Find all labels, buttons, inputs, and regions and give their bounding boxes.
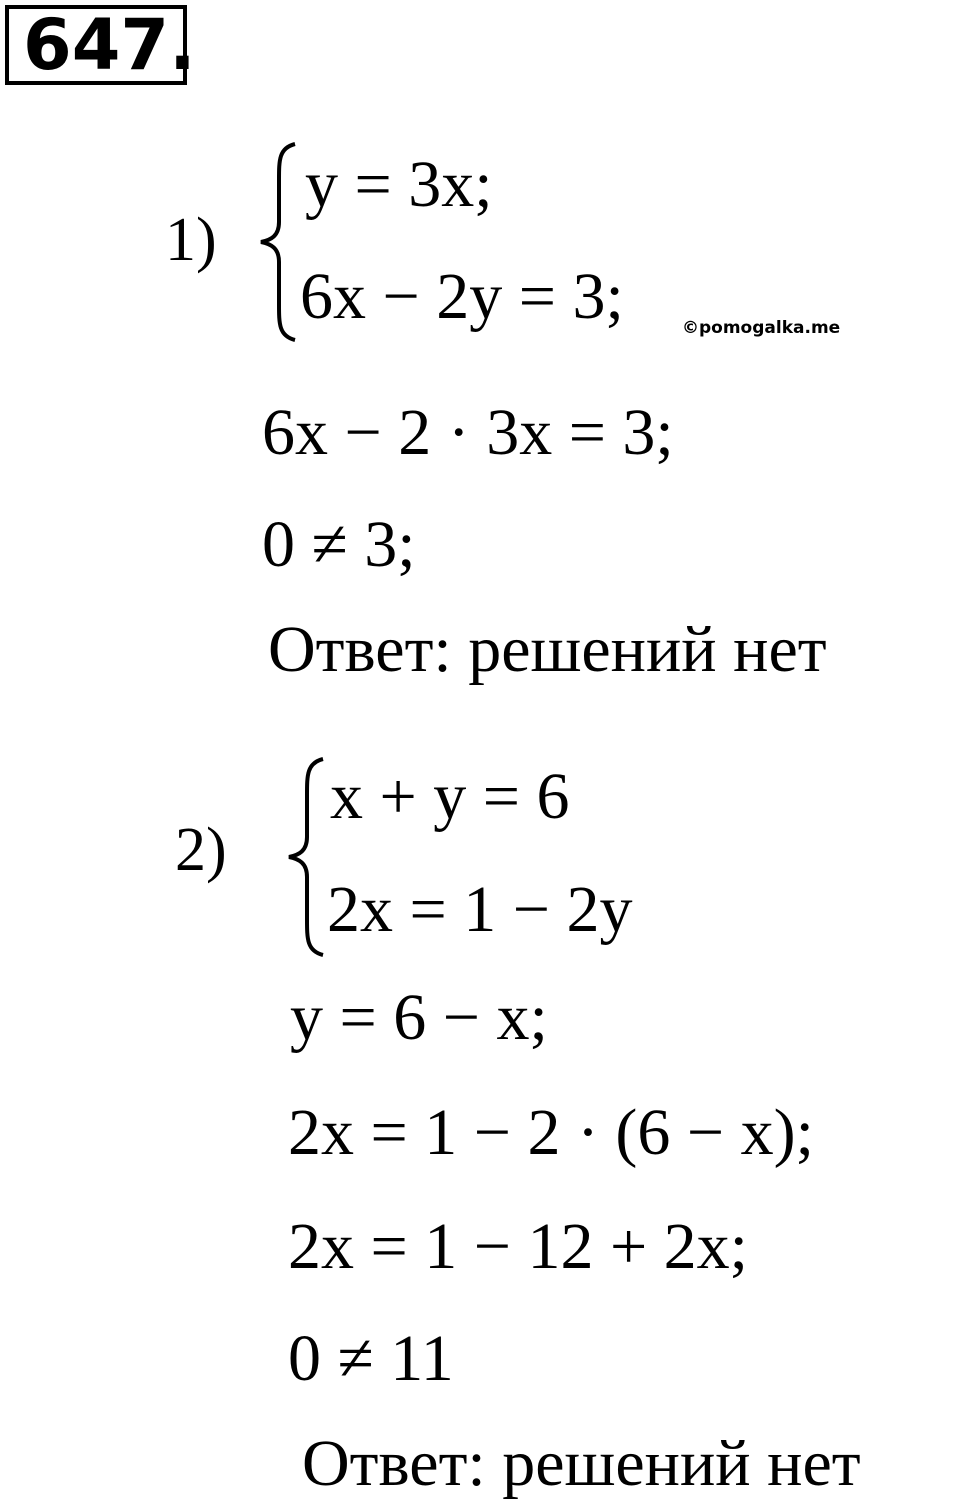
part1-system-line-2: 6x − 2y = 3; bbox=[300, 260, 624, 333]
part2-step-4: 0 ≠ 11 bbox=[288, 1322, 454, 1395]
part2-step-2: 2x = 1 − 2 · (6 − x); bbox=[288, 1096, 814, 1169]
watermark: ©pomogalka.me bbox=[682, 318, 841, 338]
part2-system-brace bbox=[283, 755, 333, 960]
part1-step-1: 6x − 2 · 3x = 3; bbox=[262, 396, 674, 469]
part1-system-line-1: y = 3x; bbox=[305, 148, 493, 221]
part1-answer: Ответ: решений нет bbox=[268, 613, 827, 686]
problem-number: 647. bbox=[5, 5, 187, 85]
part2-system-line-1: x + y = 6 bbox=[330, 760, 570, 833]
part2-label: 2) bbox=[175, 816, 227, 884]
part2-step-3: 2x = 1 − 12 + 2x; bbox=[288, 1210, 749, 1283]
part2-system-line-2: 2x = 1 − 2y bbox=[327, 873, 633, 946]
part1-step-2: 0 ≠ 3; bbox=[262, 508, 416, 581]
part1-system-brace bbox=[255, 140, 305, 345]
part1-label: 1) bbox=[165, 206, 217, 274]
part2-answer: Ответ: решений нет bbox=[302, 1427, 861, 1500]
part2-step-1: y = 6 − x; bbox=[290, 981, 548, 1054]
